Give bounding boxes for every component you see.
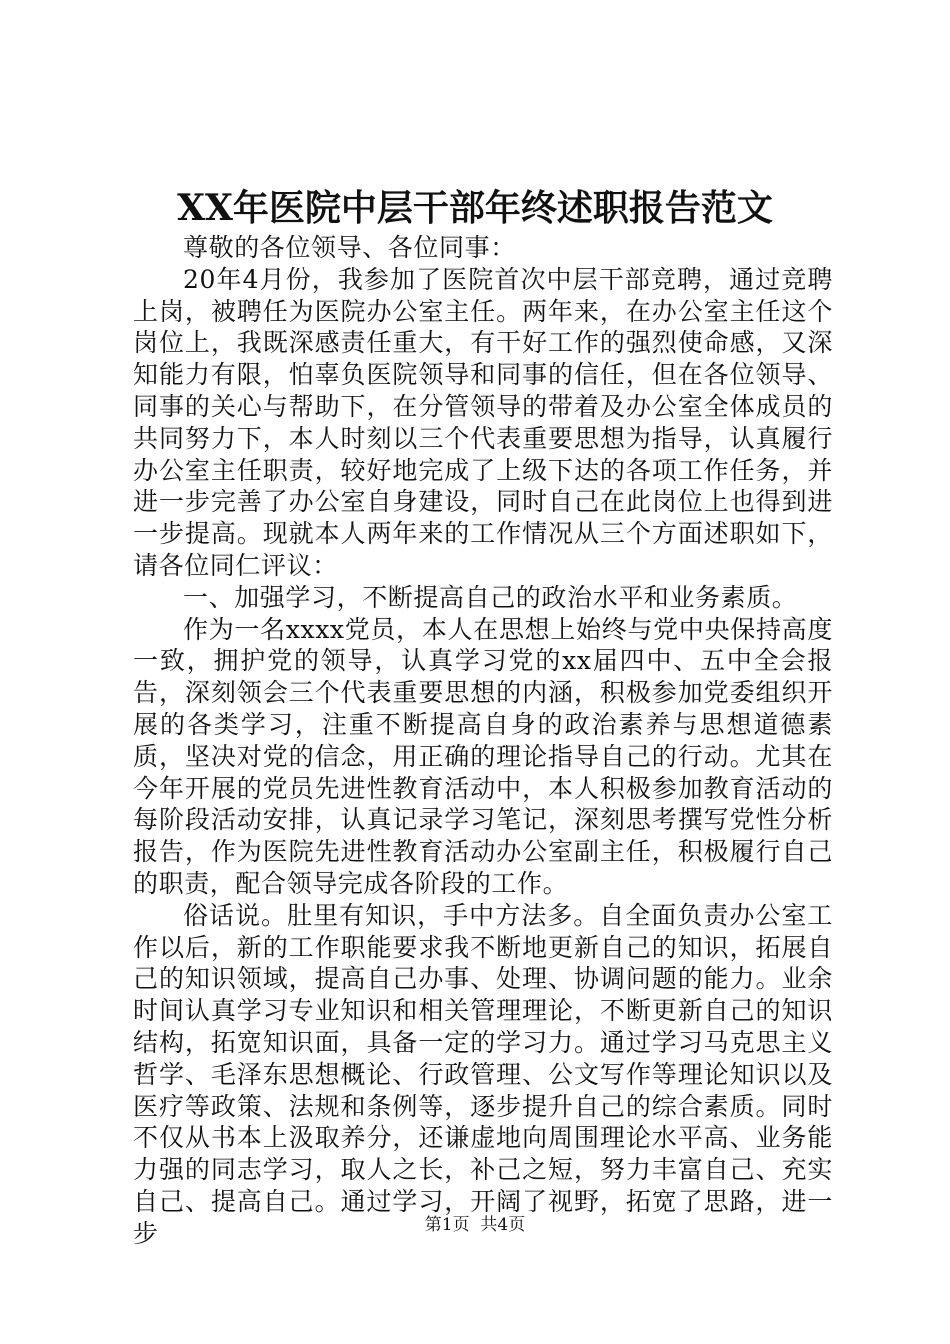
- page-number-label: 第1页 共4页: [424, 1215, 526, 1235]
- intro-paragraph: 20年4月份，我参加了医院首次中层干部竞聘，通过竞聘上岗，被聘任为医院办公室主任。两年来，在办公室主任这个岗位上，我既深感责任重大，有干好工作的强烈使命感，又深知能力有限，怕辜负医院领导和同事的信任，但在各位领导、同事的关心与帮助下，在分管领导的带着及办公室全体成员的共同努力下，本人时刻以三个代表重要思想为指导，认真履行办公室主任职责，较好地完成了上级下达的各项工作任务，并进一步完善了办公室自身建设，同时自己在此岗位上也得到进一步提高。现就本人两年来的工作情况从三个方面述职如下，请各位同仁评议：: [133, 264, 833, 580]
- salutation-paragraph: 尊敬的各位领导、各位同事：: [183, 233, 516, 262]
- body-paragraph: 作为一名xxxx党员，本人在思想上始终与党中央保持高度一致，拥护党的领导，认真学习党的xx届四中、五中全会报告，深刻领会三个代表重要思想的内涵，积极参加党委组织开展的各类学习，注重不断提高自身的政治素养与思想道德素质，坚决对党的信念，用正确的理论指导自己的行动。尤其在今年开展的党员先进性教育活动中，本人积极参加教育活动的每阶段活动安排，认真记录学习笔记，深刻思考撰写党性分析报告，作为医院先进性教育活动办公室副主任，积极履行自己的职责，配合领导完成各阶段的工作。: [133, 614, 833, 898]
- body-paragraph: 俗话说。肚里有知识，手中方法多。自全面负责办公室工作以后，新的工作职能要求我不断地更新自己的知识，拓展自己的知识领域，提高自己办事、处理、协调问题的能力。业余时间认真学习专业知识和相关管理理论，不断更新自己的知识结构，拓宽知识面，具备一定的学习力。通过学习马克思主义哲学、毛泽东思想概论、行政管理、公文写作等理论知识以及医疗等政策、法规和条例等，逐步提升自己的综合素质。同时不仅从书本上汲取养分，还谦虚地向周围理论水平高、业务能力强的同志学习，取人之长，补己之短，努力丰富自己、充实自己、提高自己。通过学习，开阔了视野，拓宽了思路，进一步: [133, 900, 833, 1248]
- document-title: XX年医院中层干部年终述职报告范文: [177, 187, 773, 229]
- page-footer: [0, 1213, 950, 1237]
- section-heading-paragraph: 一、加强学习，不断提高自己的政治水平和业务素质。: [183, 582, 798, 612]
- document-body: [133, 232, 833, 1250]
